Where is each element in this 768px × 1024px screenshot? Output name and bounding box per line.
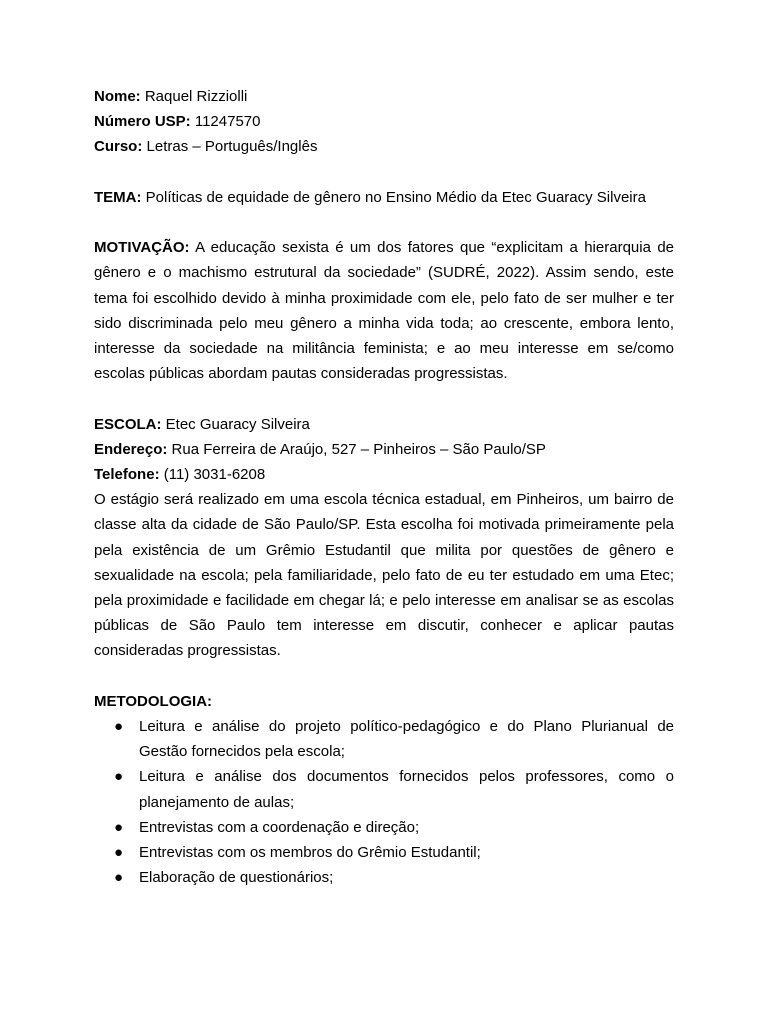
- address-line: [94, 437, 674, 462]
- list-item-text: Elaboração de questionários;: [139, 869, 334, 887]
- school-label: ESCOLA:: [94, 415, 162, 433]
- list-item-text: Leitura e análise do projeto político-pedagógico e do Plano Plurianual de Gestão fornecidos pela escola;: [139, 718, 674, 761]
- address-value: Rua Ferreira de Araújo, 527 – Pinheiros – São Paulo/SP: [167, 440, 546, 458]
- school-description: O estágio será realizado em uma escola técnica estadual, em Pinheiros, um bairro de classe alta da cidade de São Paulo/SP. Esta escolha foi motivada primeiramente pela pela existência de um Grêmio Estudantil que milita por questões de gênero e sexualidade na escola; pela familiaridade, pelo fato de eu ter estudado em uma Etec; pela proximidade e facilidade em chegar lá; e pelo interesse em analisar se as escolas públicas de São Paulo tem interesse em discutir, conhecer e aplicar pautas consideradas progressistas.: [94, 491, 674, 660]
- usp-number-line: [94, 109, 674, 134]
- bullet-icon: ●: [114, 818, 124, 836]
- list-item-text: Leitura e análise dos documentos fornecidos pelos professores, como o planejamento de aulas;: [139, 768, 674, 811]
- usp-number-label: Número USP:: [94, 113, 191, 131]
- phone-line: [94, 462, 674, 487]
- document-page: [94, 84, 674, 890]
- phone-value: (11) 3031-6208: [159, 466, 266, 483]
- course-label: Curso:: [94, 138, 143, 156]
- motivation-label: MOTIVAÇÃO:: [94, 239, 190, 257]
- address-label: Endereço:: [94, 440, 168, 458]
- school-line: [94, 412, 674, 437]
- name-value: Raquel Rizziolli: [140, 88, 248, 105]
- list-item: [94, 865, 674, 890]
- bullet-icon: ●: [114, 844, 124, 862]
- phone-label: Telefone:: [94, 466, 160, 483]
- spacer: [94, 210, 674, 235]
- spacer: [94, 386, 674, 411]
- spacer: [94, 664, 674, 689]
- list-item: [94, 714, 674, 764]
- theme-line: [94, 185, 674, 210]
- spacer: [94, 160, 674, 185]
- list-item: [94, 764, 674, 814]
- bullet-icon: ●: [114, 869, 124, 887]
- course-line: [94, 134, 674, 159]
- methodology-list: [94, 714, 674, 890]
- bullet-icon: ●: [114, 768, 124, 786]
- name-label: Nome:: [94, 88, 141, 105]
- bullet-icon: ●: [114, 718, 124, 736]
- usp-number-value: 11247570: [190, 113, 261, 131]
- motivation-paragraph: [94, 235, 674, 386]
- list-item-text: Entrevistas com a coordenação e direção;: [139, 818, 420, 836]
- methodology-label: METODOLOGIA:: [94, 692, 213, 710]
- theme-label: TEMA:: [94, 188, 142, 206]
- methodology-heading: [94, 689, 674, 714]
- name-line: [94, 84, 674, 109]
- list-item-text: Entrevistas com os membros do Grêmio Estudantil;: [139, 844, 481, 862]
- course-value: Letras – Português/Inglês: [142, 138, 318, 156]
- theme-value: Políticas de equidade de gênero no Ensino Médio da Etec Guaracy Silveira: [141, 188, 646, 206]
- school-value: Etec Guaracy Silveira: [161, 415, 310, 433]
- list-item: [94, 815, 674, 840]
- motivation-text: A educação sexista é um dos fatores que “explicitam a hierarquia de gênero e o machismo estrutural da sociedade” (SUDRÉ, 2022). Assim sendo, este tema foi escolhido devido à minha proximidade com ele, pelo fato de ser mulher e ter sido discriminada pelo meu gênero a minha vida toda; ao crescente, embora lento, interesse da sociedade na militância feminista; e ao meu interesse em se/como escolas públicas abordam pautas consideradas progressistas.: [94, 239, 674, 383]
- list-item: [94, 840, 674, 865]
